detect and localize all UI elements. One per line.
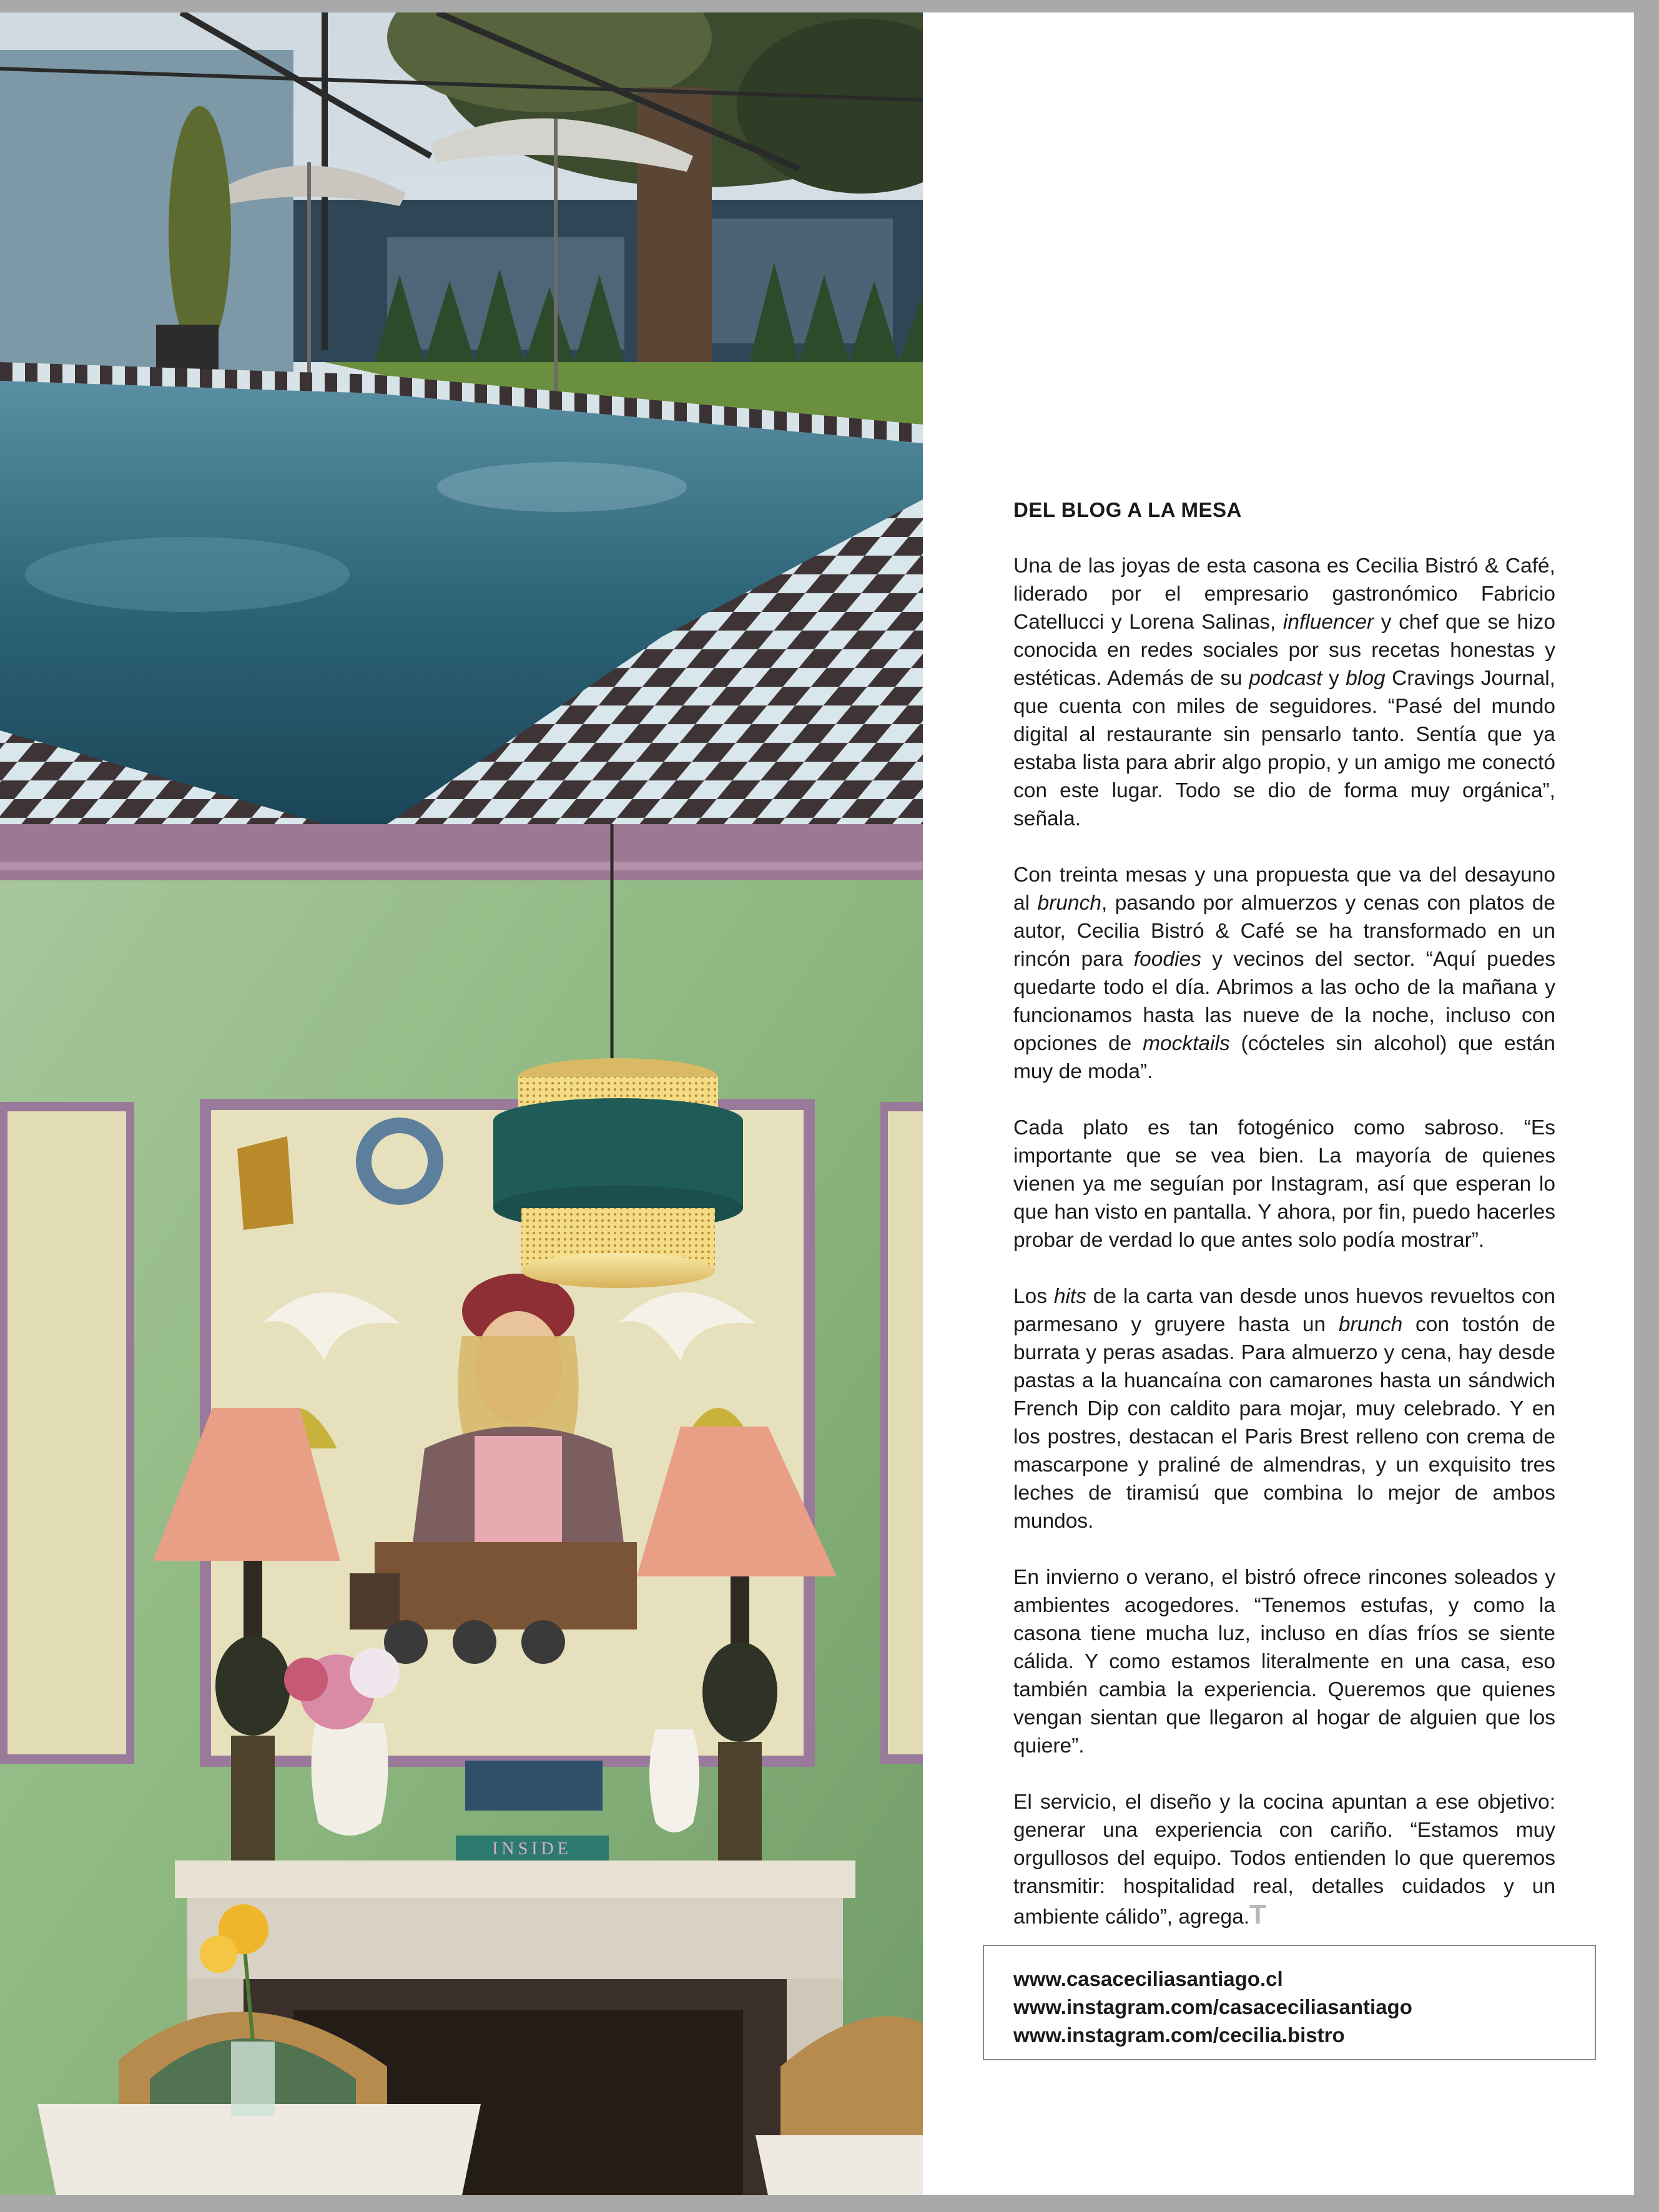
article-paragraph: El servicio, el diseño y la cocina apuntan a ese objetivo: generar una experiencia con cariño. “Estamos muy orgullosos del equipo. Todos entienden lo que queremos transmitir: hospitalidad real, detalles cuidados y un ambiente cálido”, agrega.T	[1013, 1791, 1555, 1930]
article-paragraph: En invierno o verano, el bistró ofrece rincones soleados y ambientes acogedores. “Tenemos estufas, y como la casona tiene mucha luz, incluso en días fríos se siente cálida. Y como estamos literalmente en una casa, eso también cambia la experiencia. Queremos que quienes vengan sientan que llegaron al hogar de alguien que los quiere”.	[1013, 1566, 1555, 1757]
italic-term: influencer	[1282, 611, 1374, 634]
pool-photo	[0, 12, 923, 824]
links-box	[983, 1945, 1596, 2060]
article-paragraph: Los hits de la carta van desde unos huevos revueltos con parmesano y gruyere hasta un brunch con tostón de burrata y peras asadas. Para almuerzo y cena, hay desde pastas a la huancaína con camarones hasta un sándwich French Dip con caldito para mojar, muy celebrado. Y en los postres, destacan el Paris Brest relleno con crema de mascarpone y praliné de almendras, y un exquisito tres leches de tiramisú que combina lo mejor de ambos mundos.	[1013, 1285, 1555, 1533]
website-link[interactable]: www.casaceciliasantiago.cl	[1013, 1967, 1283, 1990]
instagram-link-casa[interactable]: www.instagram.com/casaceciliasantiago	[1013, 1995, 1412, 2018]
instagram-link-bistro[interactable]: www.instagram.com/cecilia.bistro	[1013, 2023, 1345, 2047]
italic-term: blog	[1346, 667, 1386, 690]
book-spine-label: INSIDE	[492, 1839, 572, 1859]
end-mark: T	[1249, 1899, 1266, 1930]
italic-term: mocktails	[1143, 1032, 1230, 1055]
italic-term: hits	[1053, 1285, 1086, 1308]
italic-term: brunch	[1338, 1313, 1403, 1336]
article-paragraph: Con treinta mesas y una propuesta que va del desayuno al brunch, pasando por almuerzos y cenas con platos de autor, Cecilia Bistró & Café se ha transformado en un rincón para foodies y vecinos del sector. “Aquí puedes quedarte todo el día. Abrimos a las ocho de la mañana y funcionamos hasta las nueve de la noche, incluso con opciones de mocktails (cócteles sin alcohol) que están muy de moda”.	[1013, 863, 1556, 1083]
article-heading: DEL BLOG A LA MESA	[1013, 498, 1242, 521]
article	[1013, 496, 1555, 1931]
bistro-interior-photo	[0, 824, 923, 2195]
italic-term: podcast	[1249, 667, 1322, 690]
magazine-page	[0, 12, 1634, 2195]
article-paragraph: Una de las joyas de esta casona es Cecilia Bistró & Café, liderado por el empresario gastronómico Fabricio Catellucci y Lorena Salinas, influencer y chef que se hizo conocida en redes sociales por sus recetas honestas y estéticas. Además de su podcast y blog Cravings Journal, que cuenta con miles de seguidores. “Pasé del mundo digital al restaurante sin pensarlo tanto. Sentía que ya estaba lista para abrir algo propio, y un amigo me conectó con este lugar. Todo se dio de forma muy orgánica”, señala.	[1013, 554, 1555, 830]
italic-term: brunch	[1037, 892, 1101, 915]
article-paragraph: Cada plato es tan fotogénico como sabroso. “Es importante que se vea bien. La mayoría de quienes vienen ya me seguían por Instagram, así que esperan lo que han visto en pantalla. Y ahora, por fin, puedo hacerles probar de verdad lo que antes solo podía mostrar”.	[1013, 1116, 1555, 1252]
italic-term: foodies	[1133, 948, 1201, 971]
